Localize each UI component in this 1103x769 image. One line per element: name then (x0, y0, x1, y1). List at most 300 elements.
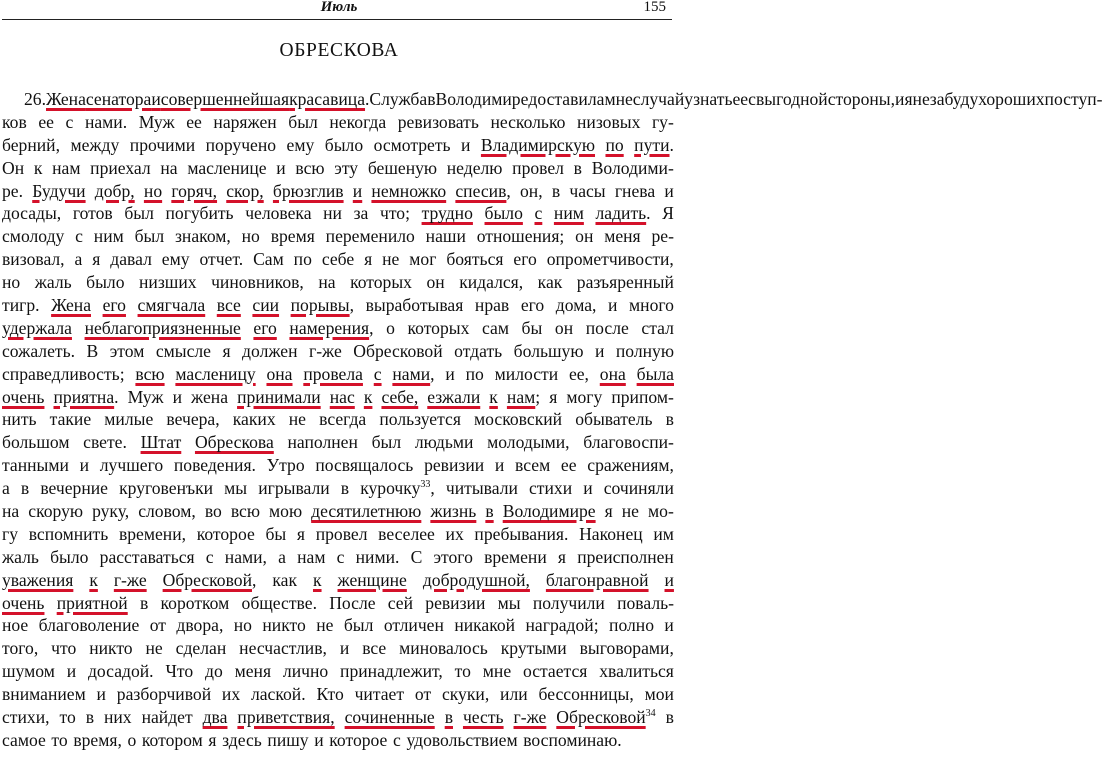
text-fragment: лучшего (99, 455, 164, 476)
word (318, 271, 335, 294)
word (427, 386, 480, 409)
text-fragment: этого (433, 546, 473, 567)
text-fragment: тигр. (2, 295, 40, 316)
text-line (2, 408, 674, 431)
word (426, 271, 444, 294)
text-fragment: гнева (614, 180, 656, 201)
word (664, 614, 673, 637)
text-fragment: ное (2, 615, 29, 636)
word (512, 157, 564, 180)
word (354, 202, 369, 225)
text-line (2, 363, 674, 386)
text-line (2, 477, 674, 500)
word (2, 363, 125, 386)
text-fragment: жена (191, 386, 229, 407)
word (446, 523, 464, 546)
text-fragment: милости (494, 363, 559, 384)
word (579, 523, 643, 546)
text-fragment: пребывания. (474, 523, 569, 544)
word (495, 454, 504, 477)
text-fragment: эту (334, 157, 359, 178)
word (454, 340, 502, 363)
word (213, 111, 276, 134)
text-fragment: ре- (651, 226, 674, 247)
text-fragment: я (364, 249, 373, 270)
text-fragment: людьми (414, 432, 474, 453)
word (599, 660, 674, 683)
underlined-text: Обресковой (162, 569, 252, 590)
word (665, 569, 674, 592)
word (114, 569, 147, 592)
word (629, 294, 674, 317)
word (272, 569, 297, 592)
word (442, 683, 489, 706)
text-fragment: много (629, 295, 674, 316)
word (73, 202, 113, 225)
word (66, 111, 74, 134)
word (406, 729, 517, 752)
word (427, 88, 435, 111)
text-fragment: досады, (2, 203, 62, 224)
text-fragment: кидался, (459, 272, 524, 293)
word (252, 294, 279, 317)
word (46, 88, 86, 111)
text-fragment: от (149, 615, 166, 636)
text-fragment: игрывали (258, 478, 330, 499)
word (85, 317, 241, 340)
word (89, 637, 132, 660)
underlined-text: провела (303, 363, 363, 384)
word (374, 134, 451, 157)
text-fragment: между (70, 134, 120, 155)
word (547, 248, 674, 271)
underlined-text: Штат (140, 432, 182, 453)
text-fragment: несколько (490, 111, 566, 132)
word (104, 408, 153, 431)
word (313, 569, 322, 592)
word (329, 111, 386, 134)
word (163, 569, 257, 592)
word (2, 523, 18, 546)
text-line (2, 202, 674, 225)
word (138, 294, 206, 317)
text-fragment: московский (474, 409, 563, 430)
word (140, 592, 148, 615)
text-fragment: которых (350, 272, 412, 293)
word (756, 88, 828, 111)
text-fragment: к (33, 157, 43, 178)
text-fragment: узнать (684, 89, 733, 109)
word (197, 523, 255, 546)
word (555, 317, 573, 340)
word (445, 363, 454, 386)
word (262, 614, 305, 637)
text-fragment: ре. (2, 180, 24, 201)
text-line (2, 157, 674, 180)
word (173, 386, 182, 409)
word (604, 477, 674, 500)
text-fragment: Сам (253, 249, 284, 270)
word (533, 592, 605, 615)
underlined-text: жизнь (430, 501, 477, 522)
underlined-text: Будучи (32, 180, 86, 201)
underlined-text: совершеннейшая (160, 89, 290, 109)
word (92, 248, 100, 271)
word (529, 477, 572, 500)
text-fragment: не (912, 89, 930, 109)
text-fragment: вспомнить (28, 523, 109, 544)
text-fragment: и (583, 478, 593, 499)
word (617, 592, 674, 615)
word (191, 386, 228, 409)
text-fragment: стороны, (827, 89, 896, 109)
word (283, 660, 328, 683)
word (271, 225, 315, 248)
text-fragment: каких (232, 409, 276, 430)
text-fragment: танными (2, 455, 69, 476)
word (237, 386, 321, 409)
word (276, 157, 285, 180)
word (409, 248, 436, 271)
text-fragment: которое (196, 523, 255, 544)
word (95, 180, 135, 203)
text-fragment: время, (73, 729, 122, 750)
word (104, 706, 132, 729)
text-fragment: в (85, 707, 95, 728)
underlined-text: нами (392, 363, 431, 384)
text-fragment: получили (532, 592, 605, 613)
word (362, 637, 386, 660)
word (748, 88, 756, 111)
text-fragment: наградой; (525, 615, 599, 636)
word (119, 523, 186, 546)
word (575, 225, 593, 248)
word (127, 729, 136, 752)
underlined-text: очень (2, 592, 45, 613)
word (930, 88, 978, 111)
word (174, 454, 256, 477)
word (521, 294, 544, 317)
text-fragment: поступ- (1044, 89, 1103, 109)
text-line (2, 431, 674, 454)
word (733, 88, 749, 111)
text-fragment: Что (165, 661, 194, 682)
word (415, 683, 431, 706)
underlined-text: всю (135, 363, 165, 384)
word (379, 408, 461, 431)
word (316, 683, 343, 706)
underlined-text: спесив (455, 180, 507, 201)
word (266, 363, 292, 386)
text-fragment: здесь (222, 729, 262, 750)
word (258, 477, 329, 500)
word (139, 271, 197, 294)
text-fragment: провел (315, 523, 368, 544)
underlined-text: женщине (337, 569, 407, 590)
text-fragment: Утро (266, 455, 305, 476)
text-fragment: После (329, 592, 376, 613)
underlined-text: г-же (113, 569, 147, 590)
text-fragment: я (296, 523, 306, 544)
text-fragment: готов (72, 203, 113, 224)
word (828, 88, 895, 111)
text-fragment: меня (234, 661, 272, 682)
text-fragment: о (386, 317, 395, 338)
word (50, 546, 88, 569)
word (110, 248, 152, 271)
word (100, 454, 163, 477)
word (2, 729, 46, 752)
word (54, 386, 119, 409)
text-fragment: было (86, 272, 125, 293)
word (552, 180, 560, 203)
underlined-text: все (216, 295, 241, 316)
word (100, 546, 195, 569)
text-fragment: их (445, 523, 464, 544)
text-fragment: Служба (369, 89, 428, 109)
underlined-text: удержала (2, 317, 72, 338)
text-fragment: руку, (92, 501, 130, 522)
underlined-text: намерения (289, 317, 370, 338)
word (501, 637, 567, 660)
text-fragment: полную (615, 340, 674, 361)
text-fragment: и (494, 455, 505, 476)
text-fragment: и (79, 455, 90, 476)
text-fragment: обыватель (575, 409, 653, 430)
text-fragment: и (895, 89, 905, 109)
text-fragment: пишу (267, 729, 309, 750)
text-fragment: ни (323, 203, 342, 224)
text-fragment: ее (186, 111, 202, 132)
text-fragment: поваль- (617, 592, 674, 613)
text-fragment: Володимире (435, 89, 529, 109)
word (485, 202, 523, 225)
text-line (2, 294, 674, 317)
text-fragment: вечерние (40, 478, 108, 499)
underlined-text: к (363, 386, 373, 407)
underlined-text: была (636, 363, 674, 384)
word (569, 363, 589, 386)
word (206, 546, 214, 569)
word (2, 408, 37, 431)
word (2, 477, 10, 500)
word (664, 180, 673, 203)
underlined-text: Жена (51, 295, 91, 316)
text-fragment: провел (512, 157, 564, 178)
text-line (2, 500, 674, 523)
text-fragment: мне (482, 661, 512, 682)
text-fragment: самое (2, 729, 46, 750)
text-fragment: скорую (28, 501, 84, 522)
word (315, 454, 413, 477)
text-fragment: всю (295, 157, 325, 178)
text-fragment: в (340, 478, 350, 499)
underlined-text: было (484, 203, 523, 224)
word (253, 248, 284, 271)
word (289, 317, 373, 340)
text-fragment: которых (407, 317, 470, 338)
word (288, 111, 318, 134)
word (86, 340, 98, 363)
text-fragment: Он (2, 157, 25, 178)
word (2, 660, 55, 683)
text-fragment: жаль (34, 272, 72, 293)
text-fragment: воспоминаю. (523, 729, 622, 750)
word (88, 660, 154, 683)
underlined-text: себе, (381, 386, 419, 407)
word (206, 134, 276, 157)
text-fragment: по (293, 249, 312, 270)
text-fragment: в (665, 409, 674, 430)
text-fragment: доставила (528, 89, 605, 109)
text-fragment: меня (604, 226, 641, 247)
word (135, 225, 165, 248)
text-fragment: читывали (445, 478, 518, 499)
text-fragment: мы (497, 592, 521, 613)
word (526, 614, 599, 637)
word (217, 294, 241, 317)
text-fragment: круговенъки (119, 478, 214, 499)
word (303, 363, 363, 386)
text-fragment: низших (139, 272, 197, 293)
text-fragment: отчет. (199, 249, 244, 270)
underlined-text: нам (506, 386, 536, 407)
word (92, 500, 129, 523)
word (904, 88, 912, 111)
word (162, 248, 190, 271)
text-fragment: после (585, 317, 629, 338)
word (142, 729, 203, 752)
word (425, 592, 485, 615)
word (415, 431, 474, 454)
text-fragment: сочиняли (603, 478, 674, 499)
text-fragment: как (272, 569, 298, 590)
word (489, 386, 498, 409)
text-fragment: не (145, 638, 163, 659)
text-fragment: вечера, (166, 409, 220, 430)
word (475, 294, 509, 317)
text-fragment: припом- (611, 386, 674, 407)
text-fragment: но (233, 615, 252, 636)
text-fragment: я (208, 729, 217, 750)
word (205, 660, 223, 683)
text-fragment: сожалеть. (2, 340, 75, 361)
word (208, 729, 216, 752)
text-fragment: благовоспи- (583, 432, 674, 453)
text-fragment: приехал (90, 157, 151, 178)
text-fragment: , (349, 295, 354, 316)
text-fragment: и (339, 638, 350, 659)
text-fragment: нить (2, 409, 37, 430)
word (426, 225, 466, 248)
word (195, 431, 274, 454)
word (353, 340, 442, 363)
text-fragment: мы (224, 478, 248, 499)
word (289, 408, 306, 431)
underlined-text: к (312, 569, 322, 590)
word (330, 386, 355, 409)
text-fragment: остается (522, 661, 588, 682)
text-fragment: его (520, 295, 545, 316)
word (546, 569, 649, 592)
text-fragment: разъяренный (576, 272, 674, 293)
running-title: Июль (320, 0, 358, 15)
text-fragment: и (276, 157, 286, 178)
text-fragment: в (665, 707, 674, 728)
text-fragment: наполнен (287, 432, 358, 453)
text-fragment: на (318, 272, 336, 293)
text-fragment: которое (329, 729, 388, 750)
word (616, 340, 674, 363)
word (278, 546, 286, 569)
text-fragment: до (205, 661, 223, 682)
underlined-text: Жена (46, 89, 86, 109)
text-fragment: шумом (2, 661, 55, 682)
word (466, 363, 484, 386)
section-title: ОБРЕСКОВА (279, 40, 399, 61)
text-line (2, 88, 1103, 111)
word (477, 225, 565, 248)
word (538, 271, 563, 294)
text-fragment: и (314, 729, 324, 750)
text-fragment: них (103, 707, 132, 728)
text-fragment: не (382, 249, 400, 270)
header-rule (2, 19, 672, 20)
text-fragment: стихи (529, 478, 573, 499)
text-fragment: визовал, (2, 249, 65, 270)
word (434, 546, 473, 569)
word (316, 614, 333, 637)
text-fragment: молодыми, (487, 432, 570, 453)
word (653, 523, 674, 546)
word (577, 546, 674, 569)
underlined-text: неблагоприязненные (84, 317, 241, 338)
text-fragment: вниманием (2, 684, 86, 705)
text-fragment: милые (104, 409, 154, 430)
text-fragment: скуки, (441, 684, 490, 705)
text-line (2, 111, 674, 134)
text-fragment: всегда (319, 409, 367, 430)
text-fragment: в (20, 478, 30, 499)
text-fragment: выговорами, (579, 638, 674, 659)
word (652, 111, 674, 134)
word (2, 683, 86, 706)
word (57, 592, 128, 615)
word (637, 363, 674, 386)
word (398, 111, 479, 134)
word (160, 157, 177, 180)
underlined-text: в (444, 707, 453, 728)
underlined-text: в (485, 501, 494, 522)
word (515, 454, 550, 477)
word (566, 386, 602, 409)
word (267, 454, 305, 477)
text-fragment: С (410, 546, 423, 567)
word (913, 88, 930, 111)
word (513, 248, 536, 271)
text-fragment: ему (161, 249, 190, 270)
text-fragment: несчастлив, (239, 638, 327, 659)
word (103, 294, 126, 317)
word (146, 637, 163, 660)
word (595, 340, 604, 363)
word (384, 614, 444, 637)
word (151, 88, 160, 111)
word (605, 134, 623, 157)
text-fragment: себе (321, 249, 355, 270)
word (242, 340, 297, 363)
text-fragment: во (204, 501, 222, 522)
